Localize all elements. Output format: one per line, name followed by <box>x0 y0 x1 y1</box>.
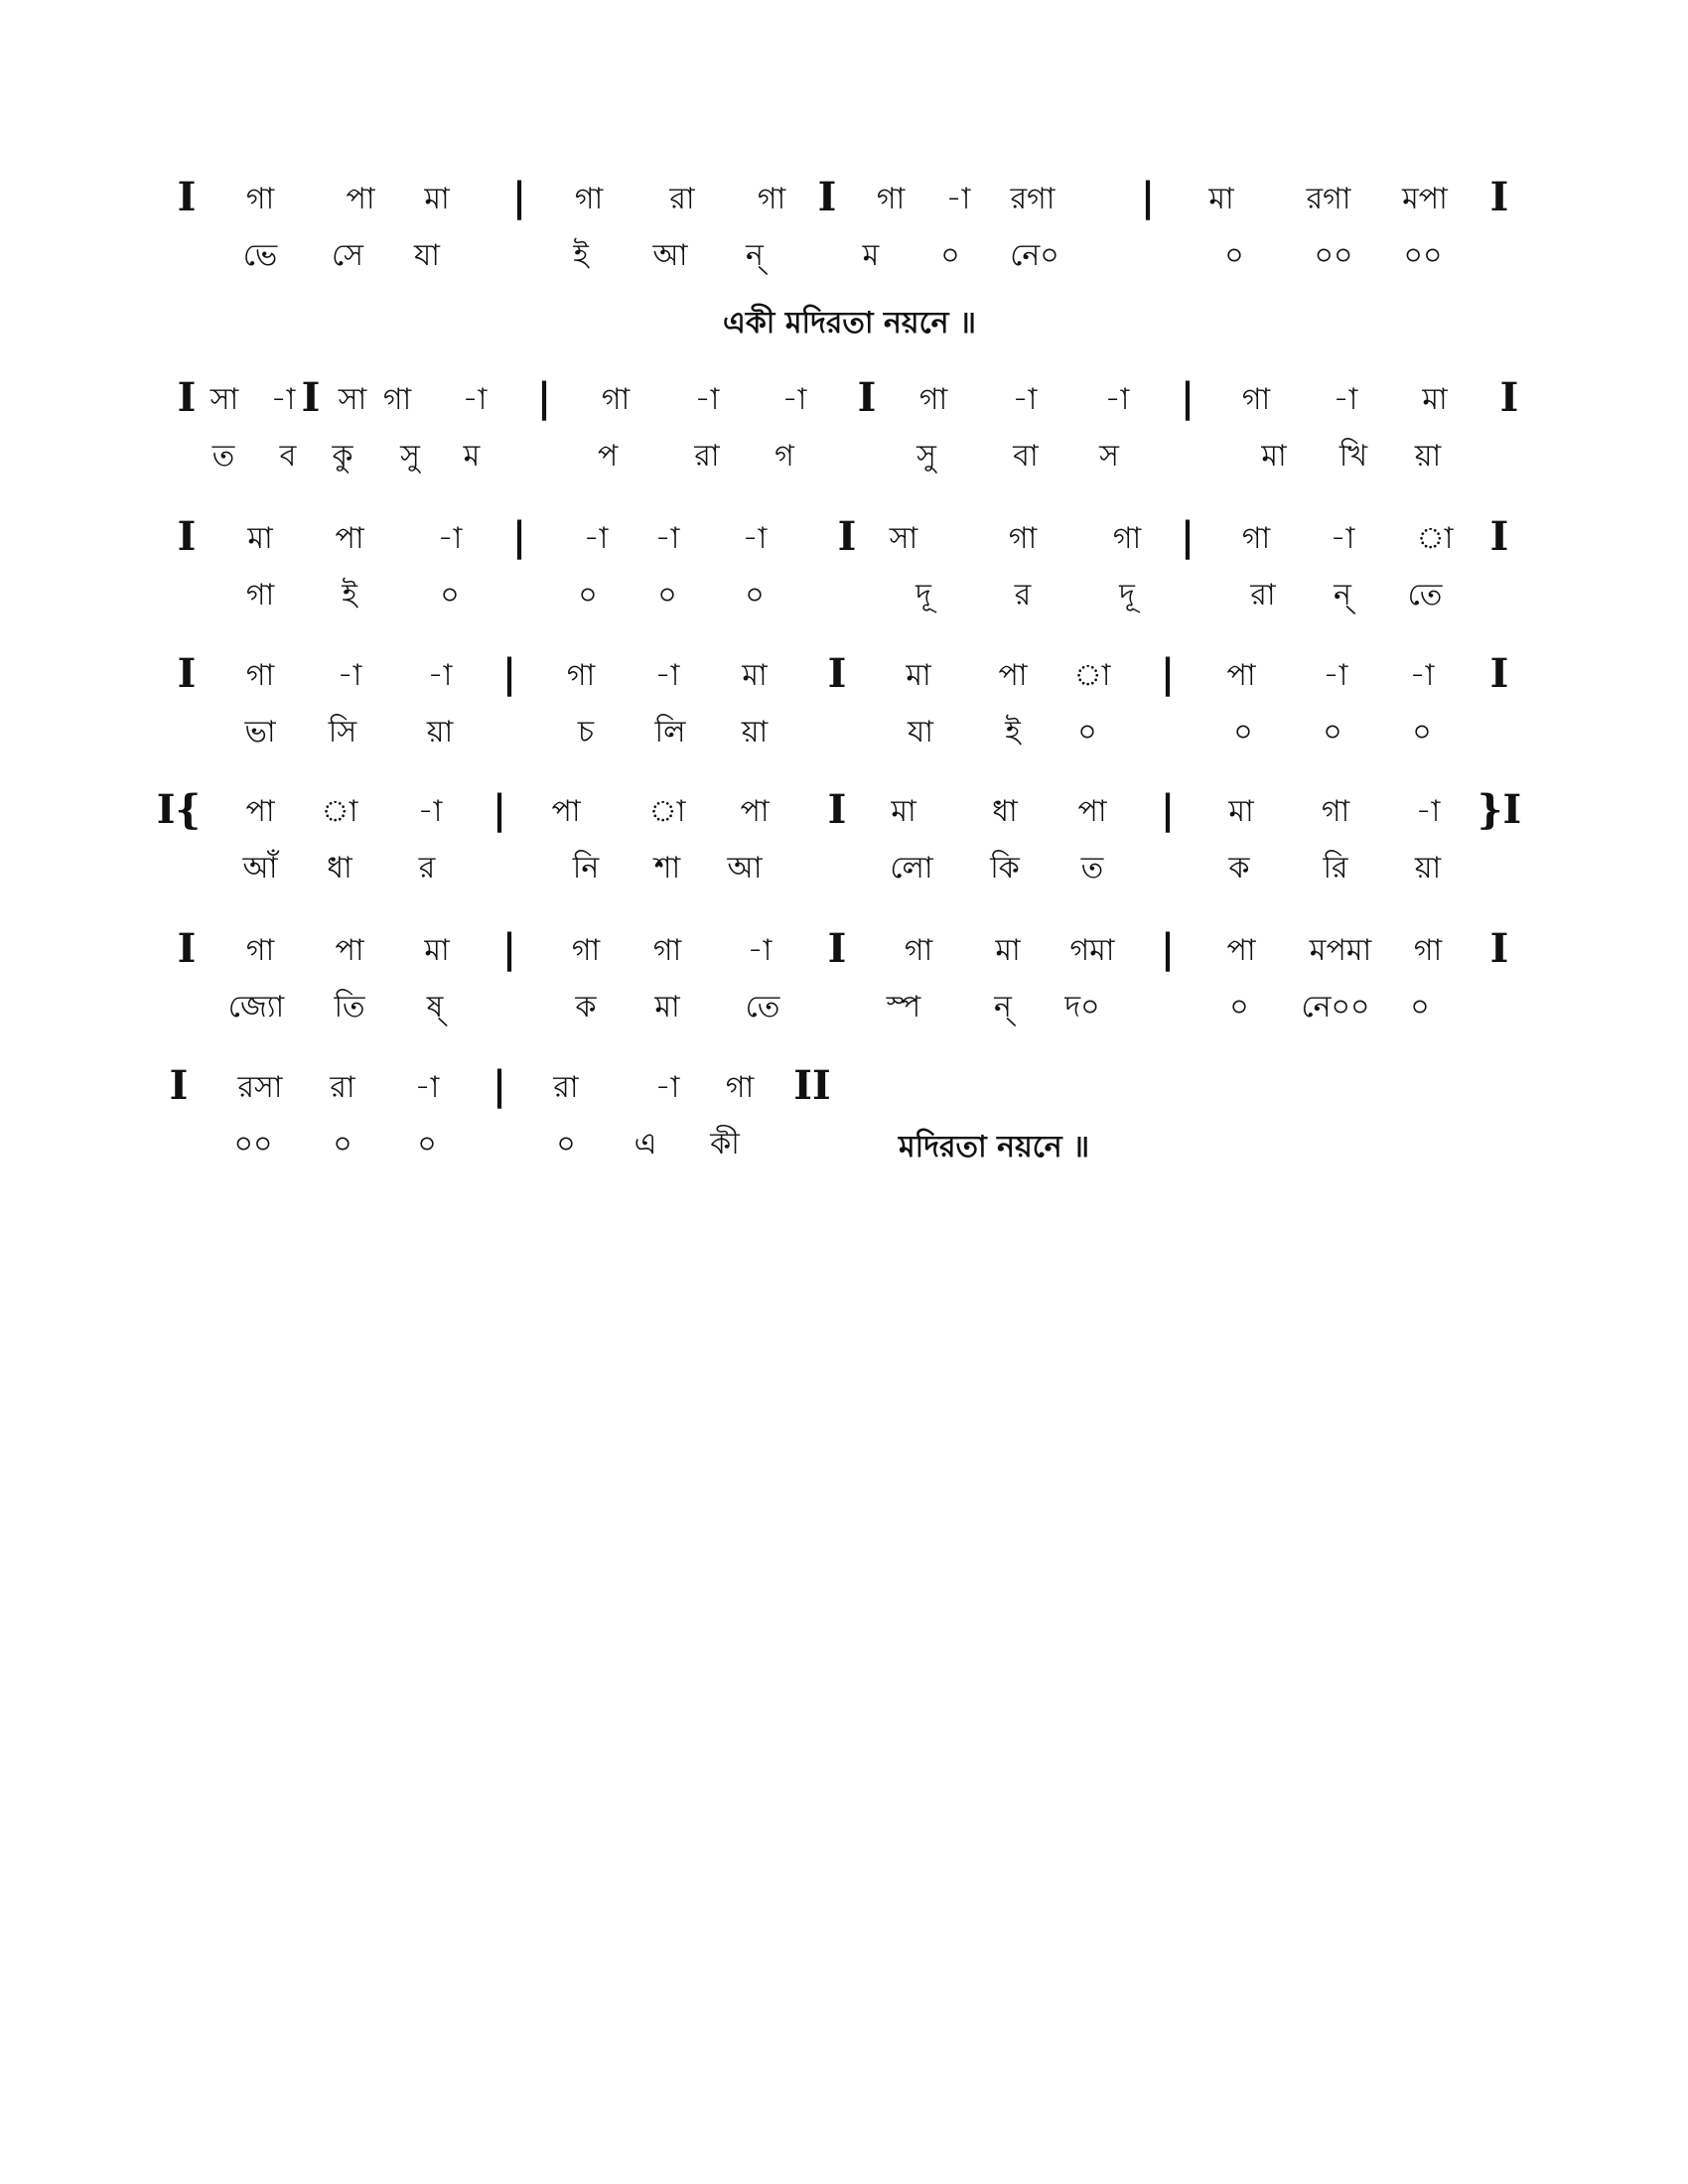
swara-note: মপা <box>1402 182 1448 216</box>
barline: | <box>511 513 527 560</box>
swara-note: গা <box>571 933 601 968</box>
lyric-syllable: মা <box>1261 439 1287 474</box>
swara-note: মা <box>742 658 768 693</box>
lyric-syllable: ০০ <box>1314 238 1353 273</box>
swara-note: পা <box>346 182 375 216</box>
swara-note: সা <box>338 382 367 417</box>
lyric-syllable: ব <box>279 439 297 474</box>
swara-note: রসা <box>237 1070 283 1105</box>
barline: | <box>536 374 552 421</box>
lyric-syllable: দূ <box>915 578 931 613</box>
swara-note: -া <box>1323 658 1348 693</box>
lyric-syllable: প <box>597 439 619 474</box>
swara-note: গা <box>757 182 786 216</box>
lyric-syllable: আঁ <box>242 851 278 886</box>
refrain-line: একী মদিরতা নয়নে ॥ <box>723 306 976 341</box>
swara-note: -া <box>1330 521 1355 556</box>
swara-note: -া <box>1409 658 1435 693</box>
barline: I <box>177 174 197 220</box>
swara-note: গা <box>725 1070 755 1105</box>
swara-note: গমা <box>1069 933 1115 968</box>
lyric-syllable: রা <box>694 439 720 474</box>
swara-note: গা <box>918 382 948 417</box>
lyric-syllable: তে <box>1407 578 1443 613</box>
barline: I <box>177 513 197 560</box>
lyric-syllable: ০ <box>333 1127 352 1161</box>
lyric-syllable: ক <box>1228 851 1250 886</box>
swara-note: মা <box>1228 794 1254 829</box>
barline: | <box>492 1062 507 1109</box>
barline: I <box>1489 513 1509 560</box>
barline: I <box>169 1062 189 1109</box>
swara-note: -া <box>583 521 609 556</box>
barline: I <box>177 925 197 972</box>
lyric-syllable: ন্ <box>994 990 1012 1024</box>
lyric-syllable: কু <box>332 439 353 474</box>
lyric-syllable: কী <box>710 1127 740 1161</box>
swara-note: গা <box>1413 933 1443 968</box>
barline: I <box>1489 650 1509 697</box>
swara-note: -া <box>1012 382 1038 417</box>
lyric-syllable: ০ <box>1229 990 1249 1024</box>
swara-note: -া <box>945 182 971 216</box>
lyric-syllable: ০০ <box>233 1127 273 1161</box>
lyric-syllable: আ <box>652 238 688 273</box>
lyric-syllable: লি <box>654 715 686 750</box>
lyric-syllable: খি <box>1338 439 1368 474</box>
swara-note: গা <box>1241 382 1271 417</box>
lyric-syllable: ০ <box>1410 990 1430 1024</box>
lyric-syllable: ০ <box>1323 715 1342 750</box>
barline: | <box>501 650 517 697</box>
barline: I <box>827 650 847 697</box>
barline: | <box>501 925 517 972</box>
swara-note: গা <box>1321 794 1350 829</box>
swara-note: পা <box>551 794 581 829</box>
lyric-syllable: ই <box>1005 715 1021 750</box>
lyric-syllable: ন্ <box>746 238 764 273</box>
swara-note: -া <box>337 658 362 693</box>
lyric-syllable: ত <box>1080 851 1104 886</box>
barline: I <box>1489 925 1509 972</box>
lyric-syllable: ভা <box>244 715 276 750</box>
lyric-syllable: নি <box>572 851 600 886</box>
lyric-syllable: ম <box>463 439 481 474</box>
barline: I <box>827 786 847 833</box>
swara-note: -া <box>270 382 296 417</box>
barline: I <box>1489 174 1509 220</box>
swara-note: রা <box>553 1070 579 1105</box>
swara-note: পা <box>998 658 1028 693</box>
swara-note: ধা <box>992 794 1018 829</box>
lyric-syllable: মা <box>654 990 680 1024</box>
lyric-syllable: সি <box>328 715 357 750</box>
swara-note: পা <box>1226 658 1256 693</box>
lyric-syllable: ভে <box>242 238 278 273</box>
swara-note: -া <box>747 933 773 968</box>
swara-note: -া <box>437 521 463 556</box>
swara-note: মা <box>1422 382 1448 417</box>
lyric-syllable: এ <box>633 1127 657 1161</box>
swara-note: -া <box>417 794 443 829</box>
swara-note: গা <box>245 182 275 216</box>
lyric-syllable: নে০০ <box>1301 990 1370 1024</box>
lyric-syllable: য়া <box>1414 439 1442 474</box>
swara-note: া <box>1073 658 1111 693</box>
swara-note: পা <box>245 794 275 829</box>
barline: I <box>1499 374 1519 421</box>
lyric-syllable: সু <box>400 439 420 474</box>
lyric-syllable: নে০ <box>1010 238 1059 273</box>
barline: I{ <box>156 786 202 833</box>
barline: | <box>511 174 527 220</box>
lyric-syllable: ০ <box>1233 715 1253 750</box>
swara-note: -া <box>694 382 720 417</box>
swara-note: পা <box>335 933 364 968</box>
swara-note: মা <box>424 933 450 968</box>
swara-note: গা <box>566 658 596 693</box>
lyric-syllable: চ <box>577 715 595 750</box>
lyric-syllable: রি <box>1323 851 1348 886</box>
lyric-syllable: র <box>418 851 436 886</box>
barline: | <box>1140 174 1156 220</box>
swara-note: সা <box>889 521 918 556</box>
barline: | <box>1180 513 1196 560</box>
swara-note: গা <box>1112 521 1142 556</box>
lyric-syllable: ০ <box>1077 715 1097 750</box>
swara-note: রা <box>669 182 695 216</box>
barline: | <box>1160 786 1176 833</box>
lyric-syllable: যা <box>908 715 933 750</box>
lyric-syllable: ক <box>575 990 597 1024</box>
swara-note: গা <box>574 182 604 216</box>
lyric-syllable: ন্ <box>1334 578 1351 613</box>
swara-note: গা <box>245 658 275 693</box>
swara-note: -া <box>1415 794 1441 829</box>
swara-note: -া <box>1333 382 1358 417</box>
swara-note: া <box>1416 521 1454 556</box>
swara-note: গা <box>652 933 682 968</box>
lyric-syllable: আ <box>727 851 763 886</box>
lyric-syllable: ষ্ <box>426 990 444 1024</box>
swara-note: গা <box>904 933 933 968</box>
barline: II <box>793 1062 831 1109</box>
lyric-syllable: ত <box>211 439 235 474</box>
lyric-syllable: দূ <box>1119 578 1135 613</box>
barline: I <box>827 925 847 972</box>
swara-note: মা <box>424 182 450 216</box>
swara-note: গা <box>876 182 906 216</box>
swara-note: গা <box>601 382 631 417</box>
lyric-syllable: রা <box>1250 578 1276 613</box>
swara-note: মপমা <box>1309 933 1372 968</box>
lyric-syllable: ০ <box>417 1127 437 1161</box>
swara-note: -া <box>427 658 453 693</box>
swara-note: গা <box>245 933 275 968</box>
swara-note: পা <box>1226 933 1256 968</box>
barline: I <box>301 374 321 421</box>
swara-note: -া <box>414 1070 440 1105</box>
swara-note: -া <box>654 658 680 693</box>
swara-note: -া <box>781 382 807 417</box>
lyric-syllable: ০ <box>657 578 677 613</box>
swara-note: রগা <box>1010 182 1055 216</box>
barline: | <box>1180 374 1196 421</box>
lyric-syllable: য়া <box>741 715 769 750</box>
lyric-syllable: ই <box>573 238 589 273</box>
swara-note: -া <box>654 521 680 556</box>
swara-note: সা <box>210 382 239 417</box>
swara-note: -া <box>742 521 768 556</box>
swara-note: মা <box>1208 182 1234 216</box>
lyric-syllable: ০ <box>440 578 460 613</box>
barline: I <box>177 374 197 421</box>
barline: I <box>857 374 877 421</box>
lyric-syllable: লো <box>890 851 933 886</box>
lyric-syllable: য়া <box>1414 851 1442 886</box>
lyric-syllable: য়া <box>426 715 454 750</box>
swara-note: রা <box>330 1070 355 1105</box>
lyric-syllable: তে <box>745 990 780 1024</box>
swara-note: মা <box>247 521 273 556</box>
swara-note: মা <box>891 794 916 829</box>
lyric-syllable: র <box>1014 578 1032 613</box>
refrain-line: মদিরতা নয়নে ॥ <box>899 1130 1090 1164</box>
lyric-syllable: ০ <box>578 578 598 613</box>
swara-note: -া <box>462 382 488 417</box>
swara-note: রগা <box>1306 182 1351 216</box>
lyric-syllable: ০ <box>1224 238 1244 273</box>
lyric-syllable: বা <box>1013 439 1039 474</box>
swara-note: গা <box>382 382 412 417</box>
swara-note: মা <box>995 933 1021 968</box>
swara-note: গা <box>1241 521 1271 556</box>
swara-note: -া <box>1104 382 1130 417</box>
barline: I <box>837 513 857 560</box>
lyric-syllable: স্প <box>886 990 921 1024</box>
lyric-syllable: যা <box>414 238 440 273</box>
lyric-syllable: ০ <box>745 578 765 613</box>
lyric-syllable: গ <box>774 439 794 474</box>
lyric-syllable: ০ <box>940 238 960 273</box>
swara-note: গা <box>1008 521 1038 556</box>
barline: | <box>1160 650 1176 697</box>
swara-note: পা <box>740 794 770 829</box>
lyric-syllable: ০ <box>1412 715 1432 750</box>
swara-note: পা <box>1077 794 1107 829</box>
lyric-syllable: সু <box>916 439 936 474</box>
barline: I <box>817 174 837 220</box>
lyric-syllable: ০০ <box>1403 238 1443 273</box>
lyric-syllable: জ্যো <box>227 990 285 1024</box>
barline: | <box>1160 925 1176 972</box>
lyric-syllable: গা <box>245 578 275 613</box>
swara-note: পা <box>335 521 364 556</box>
lyric-syllable: শা <box>653 851 681 886</box>
barline: I <box>177 650 197 697</box>
lyric-syllable: ০ <box>556 1127 576 1161</box>
lyric-syllable: কি <box>990 851 1020 886</box>
lyric-syllable: ধা <box>327 851 352 886</box>
swara-note: া <box>648 794 686 829</box>
swara-note: া <box>321 794 358 829</box>
barline: | <box>492 786 507 833</box>
lyric-syllable: ই <box>342 578 357 613</box>
lyric-syllable: তি <box>334 990 365 1024</box>
swara-note: মা <box>906 658 931 693</box>
lyric-syllable: স <box>1099 439 1119 474</box>
lyric-syllable: ম <box>862 238 880 273</box>
swara-note: -া <box>654 1070 680 1105</box>
barline: }I <box>1477 786 1522 833</box>
lyric-syllable: দ০ <box>1064 990 1100 1024</box>
lyric-syllable: সে <box>332 238 363 273</box>
